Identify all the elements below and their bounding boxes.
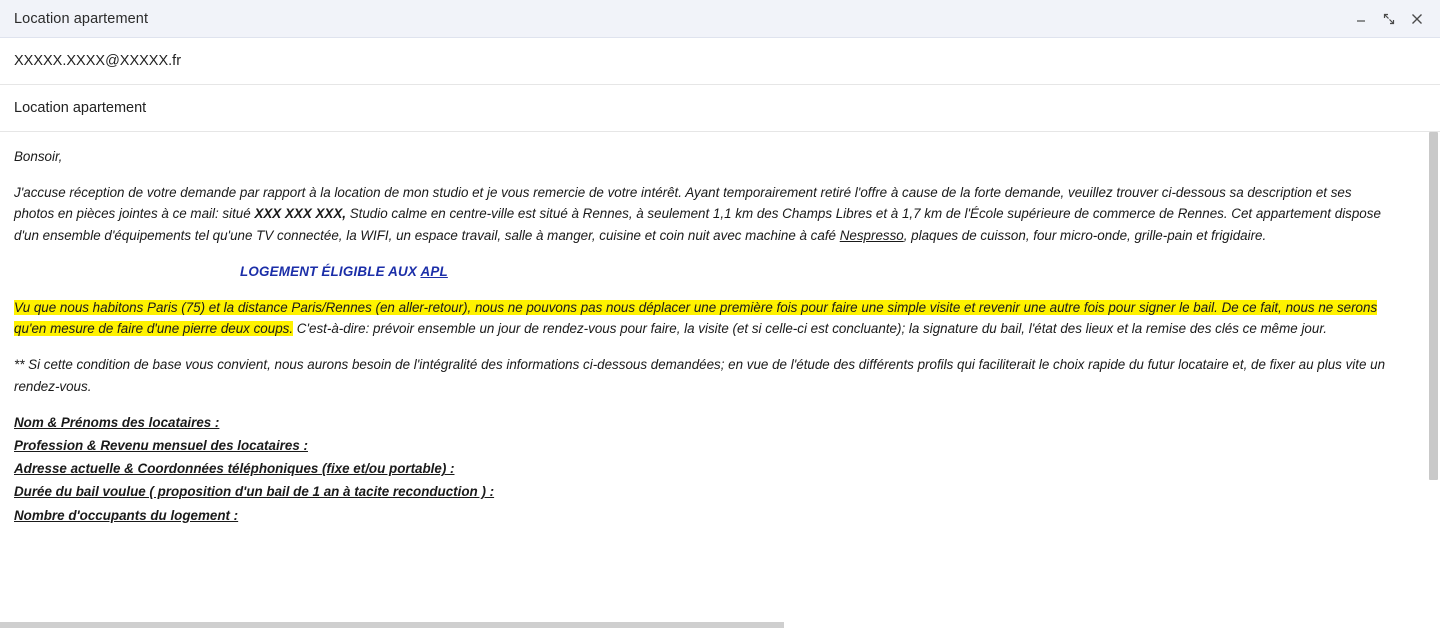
body-scrollbar[interactable] <box>1426 132 1440 628</box>
window-titlebar <box>0 0 1440 38</box>
requirements-intro-paragraph <box>14 354 1394 397</box>
window-title: Location apartement <box>14 10 149 27</box>
nespresso-link[interactable]: Nespresso <box>839 228 904 244</box>
list-item: Profession & Revenu mensuel des locataires : <box>14 438 308 454</box>
subject-field[interactable] <box>0 85 1440 132</box>
description-part-1: J'accuse réception de votre demande par rapport à la location de mon studio et je vous remercie de votre intérêt. Ayant temporairement retiré l'offre à cause de la forte demande, veuillez trouver ci-dessous sa description et ses photos en pièces jointes à ce mail: situé <box>14 184 1352 222</box>
address-placeholder: XXX XXX XXX, <box>254 206 346 222</box>
restore-down-icon[interactable] <box>1382 12 1396 26</box>
description-part-2: Studio calme en centre-ville est situé à Rennes, à seulement 1,1 km des Champs Libres et à 1,7 km de l'École supérieure de commerce de Rennes. Cet appartement dispose d'un ensemble d'équipements tel qu'une TV connectée, la WIFI, un espace travail, salle à manger, cuisine et coin nuit avec machine à café <box>14 206 1381 244</box>
message-content <box>14 146 1394 527</box>
required-info-list <box>14 411 1394 526</box>
recipient-field[interactable] <box>0 38 1440 85</box>
subject-value: Location apartement <box>14 100 147 116</box>
message-body[interactable] <box>0 132 1440 628</box>
recipient-value: XXXXX.XXXX@XXXXX.fr <box>14 53 182 69</box>
list-item: Nom & Prénoms des locataires : <box>14 415 220 431</box>
bottom-progress-strip <box>0 622 784 628</box>
apl-link[interactable]: APL <box>420 263 448 279</box>
list-item: Adresse actuelle & Coordonnées téléphoniques (fixe et/ou portable) : <box>14 461 455 477</box>
requirements-intro-text: ** Si cette condition de base vous convient, nous aurons besoin de l'intégralité des informations ci-dessous demandées; en vue de l'étude des différents profils qui faciliterait le choix rapide du futur locataire et, de fixer au plus vite un rendez-vous. <box>14 356 1386 394</box>
close-icon[interactable] <box>1410 12 1424 26</box>
distance-condition-paragraph <box>14 297 1394 340</box>
minimize-icon[interactable] <box>1354 12 1368 26</box>
list-item: Nombre d'occupants du logement : <box>14 507 239 523</box>
greeting-paragraph <box>14 146 1394 168</box>
greeting-text: Bonsoir, <box>14 149 63 164</box>
window-controls <box>1354 12 1428 26</box>
apl-eligibility-line <box>14 261 1394 283</box>
scrollbar-thumb[interactable] <box>1429 132 1438 480</box>
highlighted-condition-text: Vu que nous habitons Paris (75) et la distance Paris/Rennes (en aller-retour), nous ne pouvons pas nous déplacer une première fois pour faire une simple visite et revenir une autre fois pour signer le bail. De ce fait, nous ne serons qu'en mesure de faire d'une pierre deux coups. <box>14 299 1378 337</box>
condition-explanation-text: C'est-à-dire: prévoir ensemble un jour de rendez-vous pour faire, la visite (et si celle-ci est concluante); la signature du bail, l'état des lieux et la remise des clés ce même jour. <box>293 321 1328 337</box>
list-item: Durée du bail voulue ( proposition d'un bail de 1 an à tacite reconduction ) : <box>14 484 495 500</box>
description-paragraph <box>14 182 1394 247</box>
apl-line-text: LOGEMENT ÉLIGIBLE AUX <box>240 263 421 279</box>
description-part-3: , plaques de cuisson, four micro-onde, grille-pain et frigidaire. <box>903 228 1267 244</box>
